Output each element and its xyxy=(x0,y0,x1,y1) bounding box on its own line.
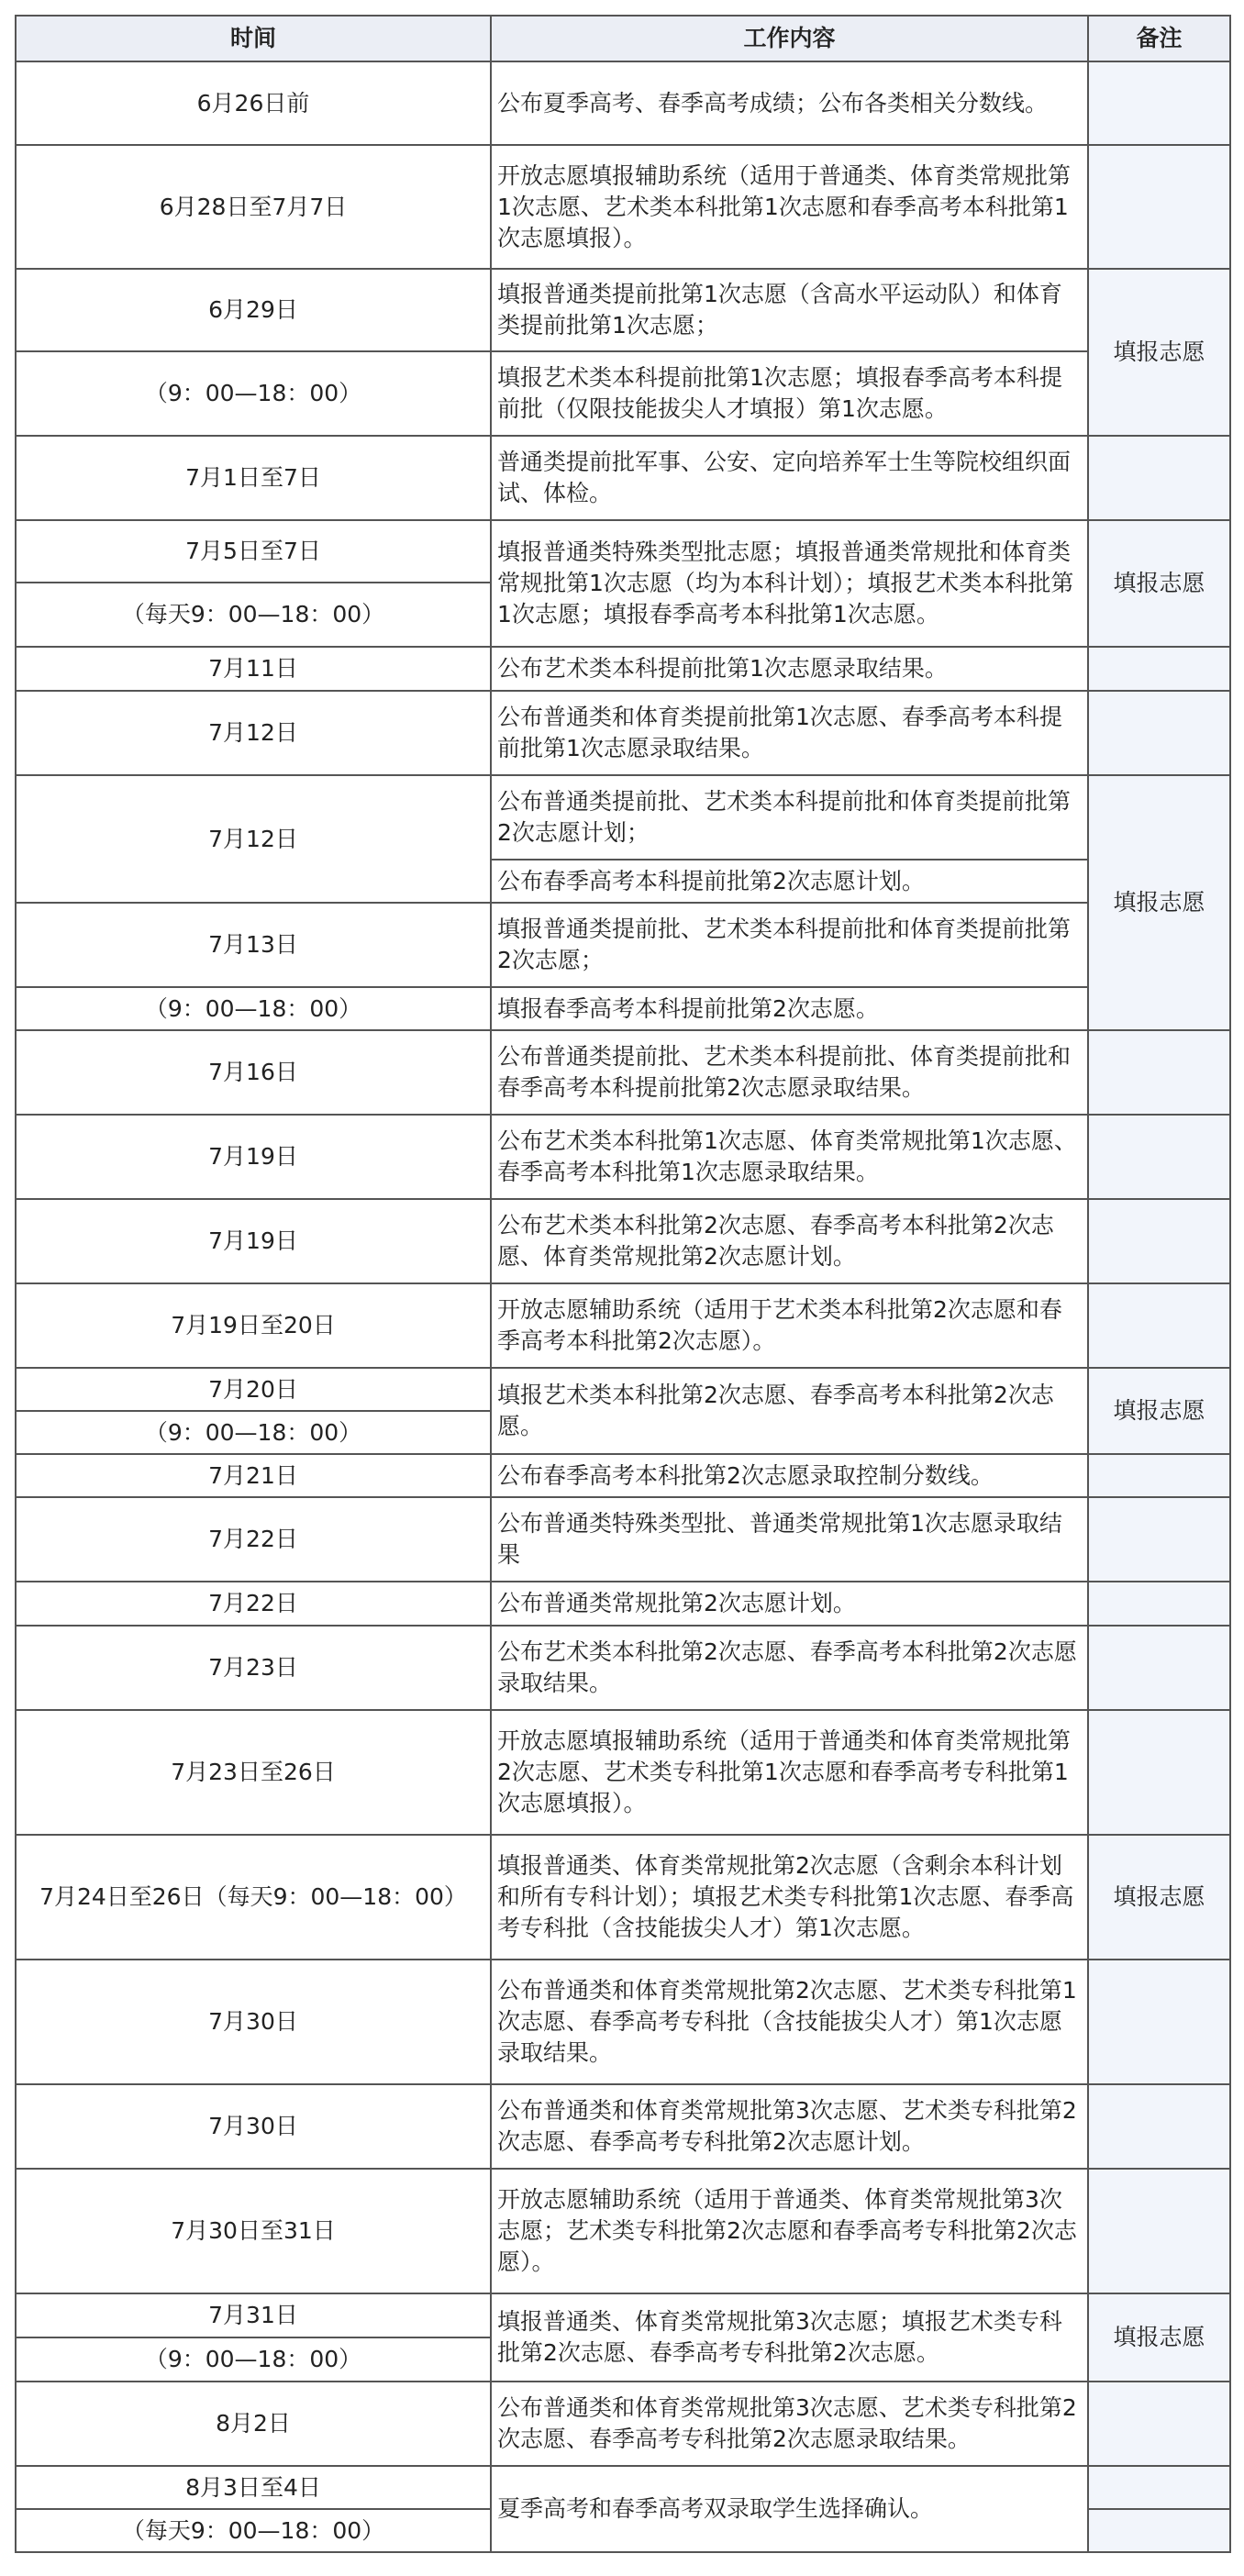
table-row xyxy=(16,1710,1230,1835)
content-cell: 填报普通类、体育类常规批第2次志愿（含剩余本科计划和所有专科计划）；填报艺术类专科批第1次志愿、春季高考专科批（含技能拔尖人才）第1次志愿。 xyxy=(491,1835,1088,1960)
time-cell: （9：00—18：00） xyxy=(16,351,491,436)
note-cell xyxy=(1088,647,1230,691)
time-cell: 7月20日 xyxy=(16,1368,491,1411)
table-row xyxy=(16,2084,1230,2169)
note-cell: 填报志愿 xyxy=(1088,1368,1230,1454)
content-cell: 填报普通类、体育类常规批第3次志愿；填报艺术类专科批第2次志愿、春季高考专科批第2次志愿。 xyxy=(491,2293,1088,2382)
note-cell xyxy=(1088,1030,1230,1115)
table-row xyxy=(16,145,1230,269)
content-cell: 填报春季高考本科提前批第2次志愿。 xyxy=(491,987,1088,1030)
time-cell: （9：00—18：00） xyxy=(16,2337,491,2382)
note-cell: 填报志愿 xyxy=(1088,2293,1230,2382)
header-note: 备注 xyxy=(1088,16,1230,61)
note-cell xyxy=(1088,1960,1230,2084)
table-row xyxy=(16,1115,1230,1199)
note-cell xyxy=(1088,1710,1230,1835)
table-row xyxy=(16,1199,1230,1283)
table-row xyxy=(16,1368,1230,1411)
schedule-table xyxy=(15,15,1231,2553)
table-row xyxy=(16,647,1230,691)
time-cell: 7月5日至7日 xyxy=(16,520,491,583)
time-cell: 7月31日 xyxy=(16,2293,491,2337)
content-cell: 填报普通类特殊类型批志愿；填报普通类常规批和体育类常规批第1次志愿（均为本科计划）；填报艺术类本科批第1次志愿；填报春季高考本科批第1次志愿。 xyxy=(491,520,1088,647)
time-cell: 7月12日 xyxy=(16,691,491,775)
content-cell: 开放志愿填报辅助系统（适用于普通类和体育类常规批第2次志愿、艺术类专科批第1次志愿和春季高考专科批第1次志愿填报）。 xyxy=(491,1710,1088,1835)
note-cell xyxy=(1088,2382,1230,2466)
note-cell xyxy=(1088,1626,1230,1710)
time-cell: （每天9：00—18：00） xyxy=(16,2509,491,2552)
time-cell: 8月3日至4日 xyxy=(16,2466,491,2509)
time-cell: 6月28日至7月7日 xyxy=(16,145,491,269)
time-cell: 7月30日 xyxy=(16,1960,491,2084)
header-content: 工作内容 xyxy=(491,16,1088,61)
table-row xyxy=(16,1835,1230,1960)
table-row xyxy=(16,520,1230,583)
time-cell: 7月24日至26日（每天9：00—18：00） xyxy=(16,1835,491,1960)
table-row xyxy=(16,61,1230,145)
content-cell: 公布艺术类本科批第2次志愿、春季高考本科批第2次志愿、体育类常规批第2次志愿计划。 xyxy=(491,1199,1088,1283)
table-row xyxy=(16,903,1230,987)
content-cell: 填报普通类提前批、艺术类本科提前批和体育类提前批第2次志愿； xyxy=(491,903,1088,987)
table-row xyxy=(16,351,1230,436)
header-row xyxy=(16,16,1230,61)
time-cell: 7月22日 xyxy=(16,1582,491,1626)
note-cell: 填报志愿 xyxy=(1088,269,1230,436)
note-cell xyxy=(1088,2509,1230,2552)
table-row xyxy=(16,269,1230,351)
table-row xyxy=(16,1454,1230,1497)
content-cell: 填报艺术类本科提前批第1次志愿；填报春季高考本科提前批（仅限技能拔尖人才填报）第1次志愿。 xyxy=(491,351,1088,436)
time-cell: 6月26日前 xyxy=(16,61,491,145)
content-cell: 开放志愿填报辅助系统（适用于普通类、体育类常规批第1次志愿、艺术类本科批第1次志愿和春季高考本科批第1次志愿填报）。 xyxy=(491,145,1088,269)
note-cell xyxy=(1088,1497,1230,1582)
time-cell: 7月19日 xyxy=(16,1199,491,1283)
table-row xyxy=(16,1497,1230,1582)
content-cell: 公布普通类和体育类常规批第2次志愿、艺术类专科批第1次志愿、春季高考专科批（含技能拔尖人才）第1次志愿录取结果。 xyxy=(491,1960,1088,2084)
content-cell: 开放志愿辅助系统（适用于艺术类本科批第2次志愿和春季高考本科批第2次志愿）。 xyxy=(491,1283,1088,1368)
time-cell: 7月1日至7日 xyxy=(16,436,491,520)
time-cell: （9：00—18：00） xyxy=(16,1411,491,1454)
time-cell: 7月23日 xyxy=(16,1626,491,1710)
content-cell: 填报普通类提前批第1次志愿（含高水平运动队）和体育类提前批第1次志愿； xyxy=(491,269,1088,351)
content-cell: 公布普通类提前批、艺术类本科提前批和体育类提前批第2次志愿计划； xyxy=(491,775,1088,860)
note-cell xyxy=(1088,691,1230,775)
content-cell: 普通类提前批军事、公安、定向培养军士生等院校组织面试、体检。 xyxy=(491,436,1088,520)
table-row xyxy=(16,1960,1230,2084)
table-row xyxy=(16,987,1230,1030)
time-cell: 6月29日 xyxy=(16,269,491,351)
table-row xyxy=(16,2169,1230,2293)
table-row xyxy=(16,691,1230,775)
note-cell xyxy=(1088,2084,1230,2169)
content-cell: 夏季高考和春季高考双录取学生选择确认。 xyxy=(491,2466,1088,2552)
content-cell: 公布春季高考本科批第2次志愿录取控制分数线。 xyxy=(491,1454,1088,1497)
note-cell xyxy=(1088,1454,1230,1497)
content-cell: 公布普通类和体育类常规批第3次志愿、艺术类专科批第2次志愿、春季高考专科批第2次志愿录取结果。 xyxy=(491,2382,1088,2466)
note-cell xyxy=(1088,436,1230,520)
note-cell xyxy=(1088,1582,1230,1626)
note-cell xyxy=(1088,1199,1230,1283)
note-cell xyxy=(1088,2169,1230,2293)
time-cell: 8月2日 xyxy=(16,2382,491,2466)
time-cell: 7月16日 xyxy=(16,1030,491,1115)
content-cell: 公布普通类特殊类型批、普通类常规批第1次志愿录取结果 xyxy=(491,1497,1088,1582)
content-cell: 公布普通类和体育类提前批第1次志愿、春季高考本科提前批第1次志愿录取结果。 xyxy=(491,691,1088,775)
content-cell: 公布夏季高考、春季高考成绩；公布各类相关分数线。 xyxy=(491,61,1088,145)
table-row xyxy=(16,2293,1230,2337)
note-cell: 填报志愿 xyxy=(1088,775,1230,1030)
time-cell: 7月30日 xyxy=(16,2084,491,2169)
table-row xyxy=(16,1626,1230,1710)
table-row xyxy=(16,1030,1230,1115)
content-cell: 公布普通类和体育类常规批第3次志愿、艺术类专科批第2次志愿、春季高考专科批第2次志愿计划。 xyxy=(491,2084,1088,2169)
note-cell xyxy=(1088,1283,1230,1368)
note-cell: 填报志愿 xyxy=(1088,520,1230,647)
content-cell: 公布普通类常规批第2次志愿计划。 xyxy=(491,1582,1088,1626)
content-cell: 公布艺术类本科批第1次志愿、体育类常规批第1次志愿、春季高考本科批第1次志愿录取结果。 xyxy=(491,1115,1088,1199)
time-cell: 7月23日至26日 xyxy=(16,1710,491,1835)
note-cell xyxy=(1088,61,1230,145)
content-cell: 公布普通类提前批、艺术类本科提前批、体育类提前批和春季高考本科提前批第2次志愿录取结果。 xyxy=(491,1030,1088,1115)
content-cell: 开放志愿辅助系统（适用于普通类、体育类常规批第3次志愿；艺术类专科批第2次志愿和春季高考专科批第2次志愿）。 xyxy=(491,2169,1088,2293)
table-row xyxy=(16,436,1230,520)
time-cell: 7月19日至20日 xyxy=(16,1283,491,1368)
content-cell: 公布艺术类本科批第2次志愿、春季高考本科批第2次志愿录取结果。 xyxy=(491,1626,1088,1710)
table-row xyxy=(16,775,1230,860)
note-cell xyxy=(1088,145,1230,269)
time-cell: 7月12日 xyxy=(16,775,491,903)
time-cell: 7月13日 xyxy=(16,903,491,987)
time-cell: 7月22日 xyxy=(16,1497,491,1582)
header-time: 时间 xyxy=(16,16,491,61)
time-cell: （9：00—18：00） xyxy=(16,987,491,1030)
content-cell: 公布春季高考本科提前批第2次志愿计划。 xyxy=(491,860,1088,903)
note-cell xyxy=(1088,2466,1230,2509)
content-cell: 公布艺术类本科提前批第1次志愿录取结果。 xyxy=(491,647,1088,691)
time-cell: 7月19日 xyxy=(16,1115,491,1199)
note-cell xyxy=(1088,1115,1230,1199)
table-row xyxy=(16,2466,1230,2509)
content-cell: 填报艺术类本科批第2次志愿、春季高考本科批第2次志愿。 xyxy=(491,1368,1088,1454)
note-cell: 填报志愿 xyxy=(1088,1835,1230,1960)
time-cell: 7月30日至31日 xyxy=(16,2169,491,2293)
time-cell: 7月11日 xyxy=(16,647,491,691)
table-row xyxy=(16,1283,1230,1368)
time-cell: 7月21日 xyxy=(16,1454,491,1497)
time-cell: （每天9：00—18：00） xyxy=(16,583,491,647)
table-row xyxy=(16,1582,1230,1626)
table-row xyxy=(16,2382,1230,2466)
